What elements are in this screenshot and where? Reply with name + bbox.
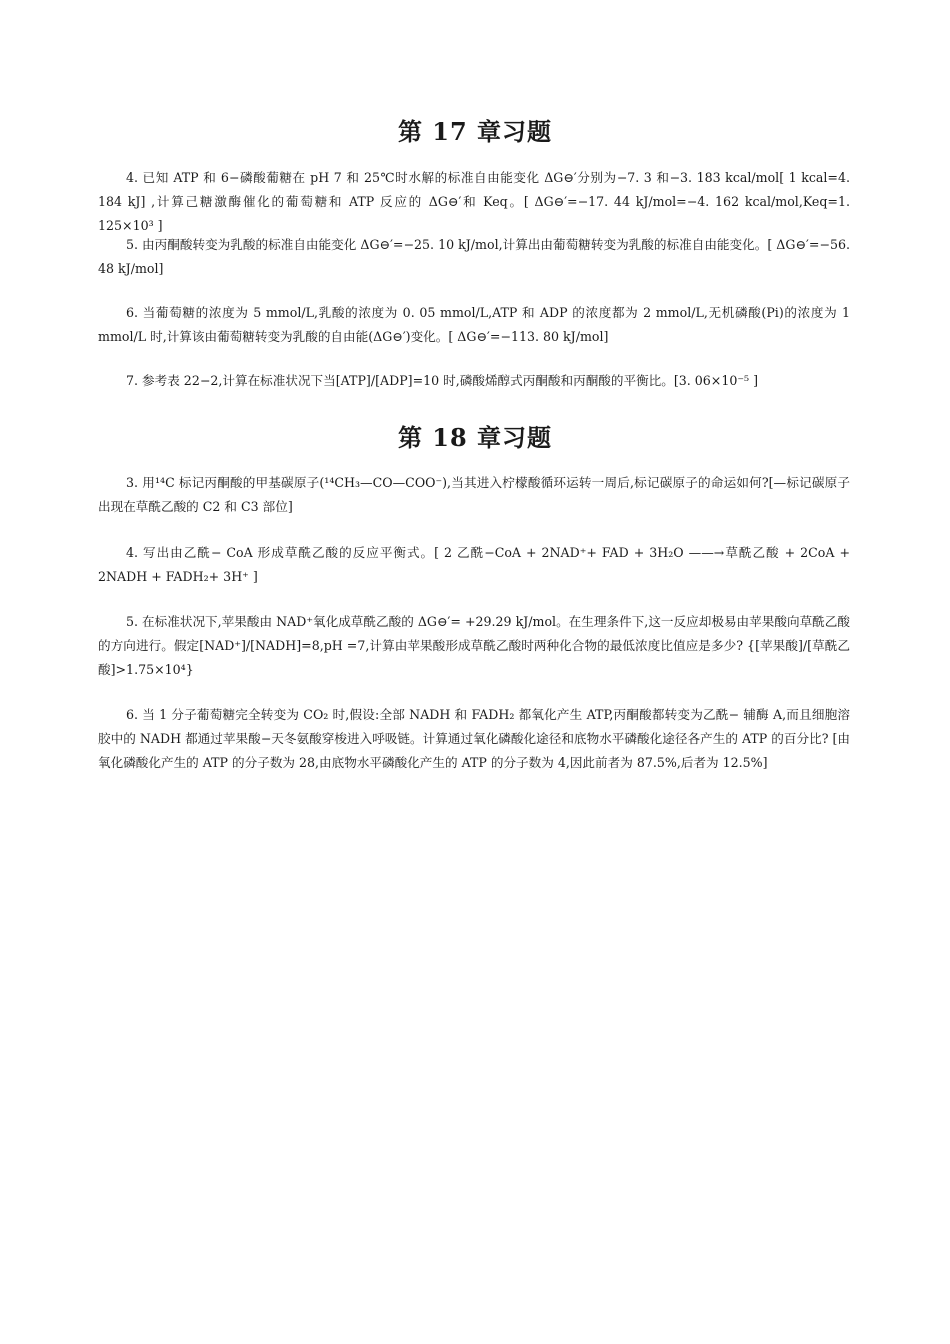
chapter-17-title: 第 17 章习题 xyxy=(397,117,553,146)
problem-17-4: 4. 已知 ATP 和 6−磷酸葡糖在 pH 7 和 25℃时水解的标准自由能变化 ΔG⊖′分别为−7. 3 和−3. 183 kcal/mol[ 1 kcal=4. 184 kJ] ,计算己糖激酶催化的葡萄糖和 ATP 反应的 ΔG⊖′和 Keq。[ ΔG⊖′=−17. 44 kJ/mol=−4. 162 kcal/mol,Keq=1. 125×10³ ] xyxy=(98,170,850,233)
problem-17-5: 5. 由丙酮酸转变为乳酸的标准自由能变化 ΔG⊖′=−25. 10 kJ/mol,计算出由葡萄糖转变为乳酸的标准自由能变化。[ ΔG⊖′=−56. 48 kJ/mol] xyxy=(98,237,850,276)
problem-18-3: 3. 用¹⁴C 标记丙酮酸的甲基碳原子(¹⁴CH₃—CO—COO⁻),当其进入柠檬酸循环运转一周后,标记碳原子的命运如何?[—标记碳原子出现在草酰乙酸的 C2 和 C3 部位] xyxy=(98,475,850,514)
problem-17-6: 6. 当葡萄糖的浓度为 5 mmol/L,乳酸的浓度为 0. 05 mmol/L,ATP 和 ADP 的浓度都为 2 mmol/L,无机磷酸(Pi)的浓度为 1 mmol/L 时,计算该由葡萄糖转变为乳酸的自由能(ΔG⊖′)变化。[ ΔG⊖′=−113. 80 kJ/mol] xyxy=(98,305,850,344)
problem-18-4: 4. 写出由乙酰− CoA 形成草酰乙酸的反应平衡式。[ 2 乙酰−CoA + 2NAD⁺+ FAD + 3H₂O ——→草酰乙酸 + 2CoA + 2NADH + FADH₂+ 3H⁺ ] xyxy=(98,545,850,584)
chapter-18-title: 第 18 章习题 xyxy=(397,423,553,452)
problem-18-6: 6. 当 1 分子葡萄糖完全转变为 CO₂ 时,假设:全部 NADH 和 FADH₂ 都氧化产生 ATP,丙酮酸都转变为乙酰− 辅酶 A,而且细胞溶胶中的 NADH 都通过苹果酸−天冬氨酸穿梭进入呼吸链。计算通过氧化磷酸化途径和底物水平磷酸化途径各产生的 ATP 的百分比? [由氧化磷酸化产生的 ATP 的分子数为 28,由底物水平磷酸化产生的 ATP 的分子数为 4,因此前者为 87.5%,后者为 12.5%] xyxy=(98,707,850,770)
problem-18-5: 5. 在标准状况下,苹果酸由 NAD⁺氧化成草酰乙酸的 ΔG⊖′= +29.29 kJ/mol。在生理条件下,这一反应却极易由苹果酸向草酰乙酸的方向进行。假定[NAD⁺]/[NADH]=8,pH =7,计算由苹果酸形成草酰乙酸时两种化合物的最低浓度比值应是多少? {[苹果酸]/[草酰乙酸]>1.75×10⁴} xyxy=(98,614,850,677)
problem-17-7: 7. 参考表 22−2,计算在标准状况下当[ATP]/[ADP]=10 时,磷酸烯醇式丙酮酸和丙酮酸的平衡比。[3. 06×10⁻⁵ ] xyxy=(126,373,758,388)
